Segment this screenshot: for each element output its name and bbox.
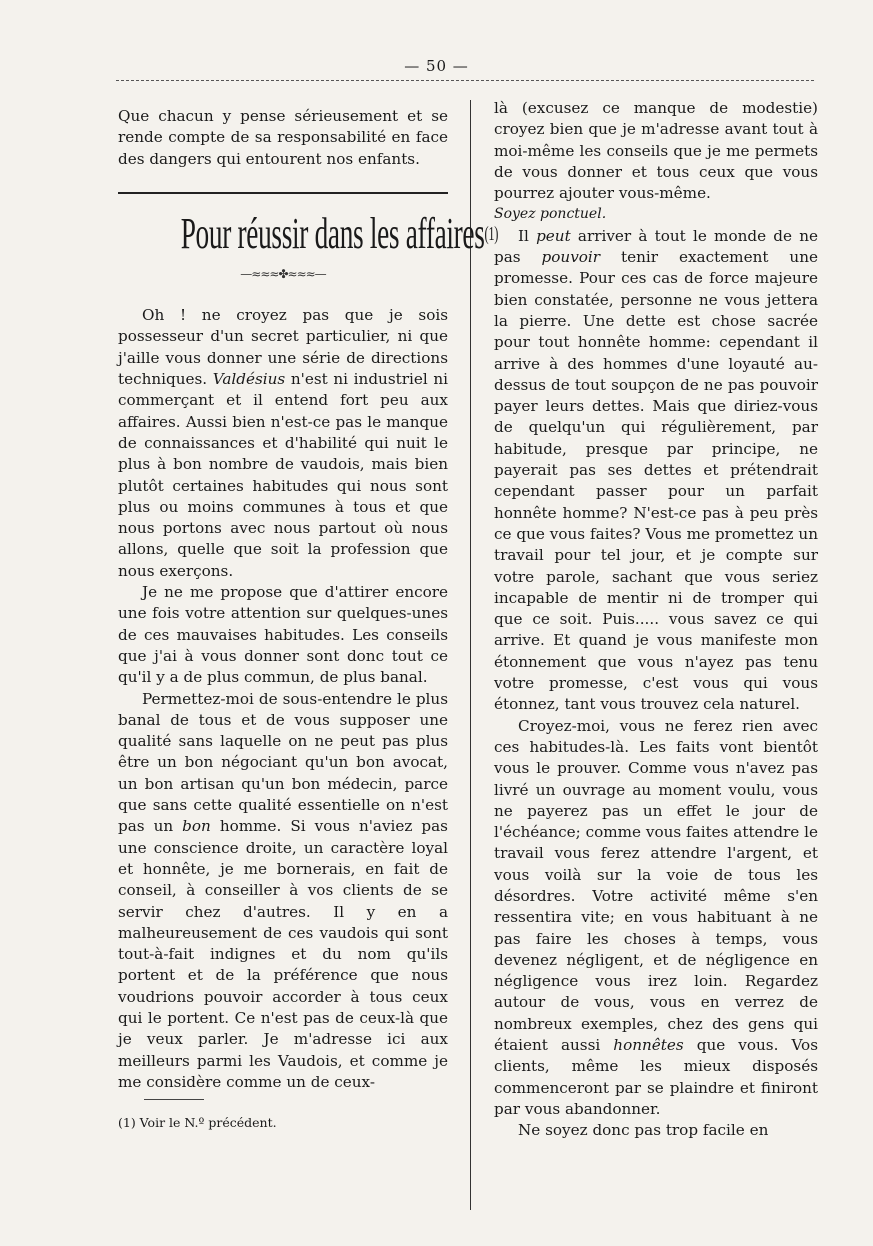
- footnote: (1) Voir le N.º précédent.: [118, 1115, 277, 1131]
- title-ornament: —≈≈≈✤≈≈≈—: [240, 266, 326, 281]
- title-footnote-marker: (1): [484, 222, 499, 245]
- subheading: Soyez ponctuel.: [494, 206, 607, 223]
- paragraph: Oh ! ne croyez pas que je sois possesseur d'un secret particulier, ni que j'aille vous donner une série de directions techniques. Valdésius n'est ni industriel ni commerçant et il entend fort peu aux affaires. Aussi bien n'est-ce pas le manque de connaissances et d'habilité qui nuit le plus à bon nombre de vaudois, mais bien plutôt certaines habitudes qui nous sont plus ou moins communes à tous et que nous portons avec nous partout où nous allons, quelle que soit la profession que nous exerçons.: [118, 306, 448, 580]
- closing-paragraph: Que chacun y pense sérieusement et se rende compte de sa responsabilité en face des dangers qui entourent nos enfants.: [118, 107, 448, 168]
- paragraph: Permettez-moi de sous-entendre le plus banal de tous et de vous supposer une qualité sans laquelle on ne peut pas plus être un bon négociant qu'un bon avocat, un bon artisan qu'un bon médecin, parce que sans cette qualité essentielle on n'est pas un bon homme. Si vous n'aviez pas une conscience droite, un caractère loyal et honnête, je me bornerais, en fait de conseil, à conseiller à vos clients de se servir chez d'autres. Il y en a malheureusement de ces vaudois qui sont tout-à-fait indignes et du nom qu'ils portent et de la préférence que nous voudrions pouvoir accorder à tous ceux qui le portent. Ce n'est pas de ceux-là que je veux parler. Je m'adresse ici aux meilleurs parmi les Vaudois, et comme je me considère comme un de ceux-: [118, 689, 448, 1091]
- header-rule: [116, 80, 814, 81]
- paragraph: Il peut arriver à tout le monde de ne pas pouvoir tenir exactement une promesse. Pour ces cas de force majeure bien constatée, personne ne vous jettera la pierre. Une dette est chose sacrée pour tout honnête homme: cependant il arrive à des hommes d'une loyauté au-dessus de tout soupçon de ne pas pouvoir payer leurs dettes. Mais que diriez-vous de quelqu'un qui régulièrement, par habitude, presque par principe, ne payerait pas ses dettes et prétendrait cependant passer pour un parfait honnête homme? N'est-ce pas à peu près ce que vous faites? Vous me promettez un travail pour tel jour, et je compte sur votre parole, sachant que vous seriez incapable de mentir ni de tromper qui que ce soit. Puis..... vous savez ce qui arrive. Et quand je vous manifeste mon étonnement que vous n'ayez pas tenu votre promesse, c'est vous qui vous étonnez, tant vous trouvez cela naturel.: [494, 226, 818, 714]
- paragraph: là (excusez ce manque de modestie) croyez bien que je m'adresse avant tout à moi-même les conseils que je me permets de vous donner et tous ceux que vous pourrez ajouter vous-même.: [494, 99, 818, 203]
- article-title: [180, 206, 499, 262]
- page-number: — 50 —: [404, 57, 469, 75]
- section-rule: [118, 192, 448, 194]
- paragraph: Croyez-moi, vous ne ferez rien avec ces habitudes-là. Les faits vont bientôt vous le prouver. Comme vous n'avez pas livré un ouvrage au moment voulu, vous ne payerez pas un effet le jour de l'échéance; comme vous faites attendre le travail vous ferez attendre l'argent, et vous voilà sur la voie de tous les désordres. Votre activité même s'en ressentira vite; en vous habituant à ne pas faire les choses à temps, vous devenez négligent, et de négligence en négligence vous irez loin. Regardez autour de vous, vous en verrez de nombreux exemples, chez des gens qui étaient aussi honnêtes que vous. Vos clients, même les mieux disposés commenceront par se plaindre et finiront par vous abandonner.: [494, 716, 818, 1118]
- paragraph: Ne soyez donc pas trop facile en: [518, 1121, 769, 1140]
- column-divider: [470, 100, 471, 1210]
- right-column: [494, 98, 818, 1142]
- article-title-text: Pour réussir dans les affaires: [180, 208, 485, 258]
- paragraph: Je ne me propose que d'attirer encore une fois votre attention sur quelques-unes de ces mauvaises habitudes. Les conseils que j'ai à vous donner sont donc tout ce qu'il y a de plus commun, de plus banal.: [118, 583, 448, 687]
- left-column: [118, 106, 499, 1133]
- footnote-rule: [144, 1099, 204, 1100]
